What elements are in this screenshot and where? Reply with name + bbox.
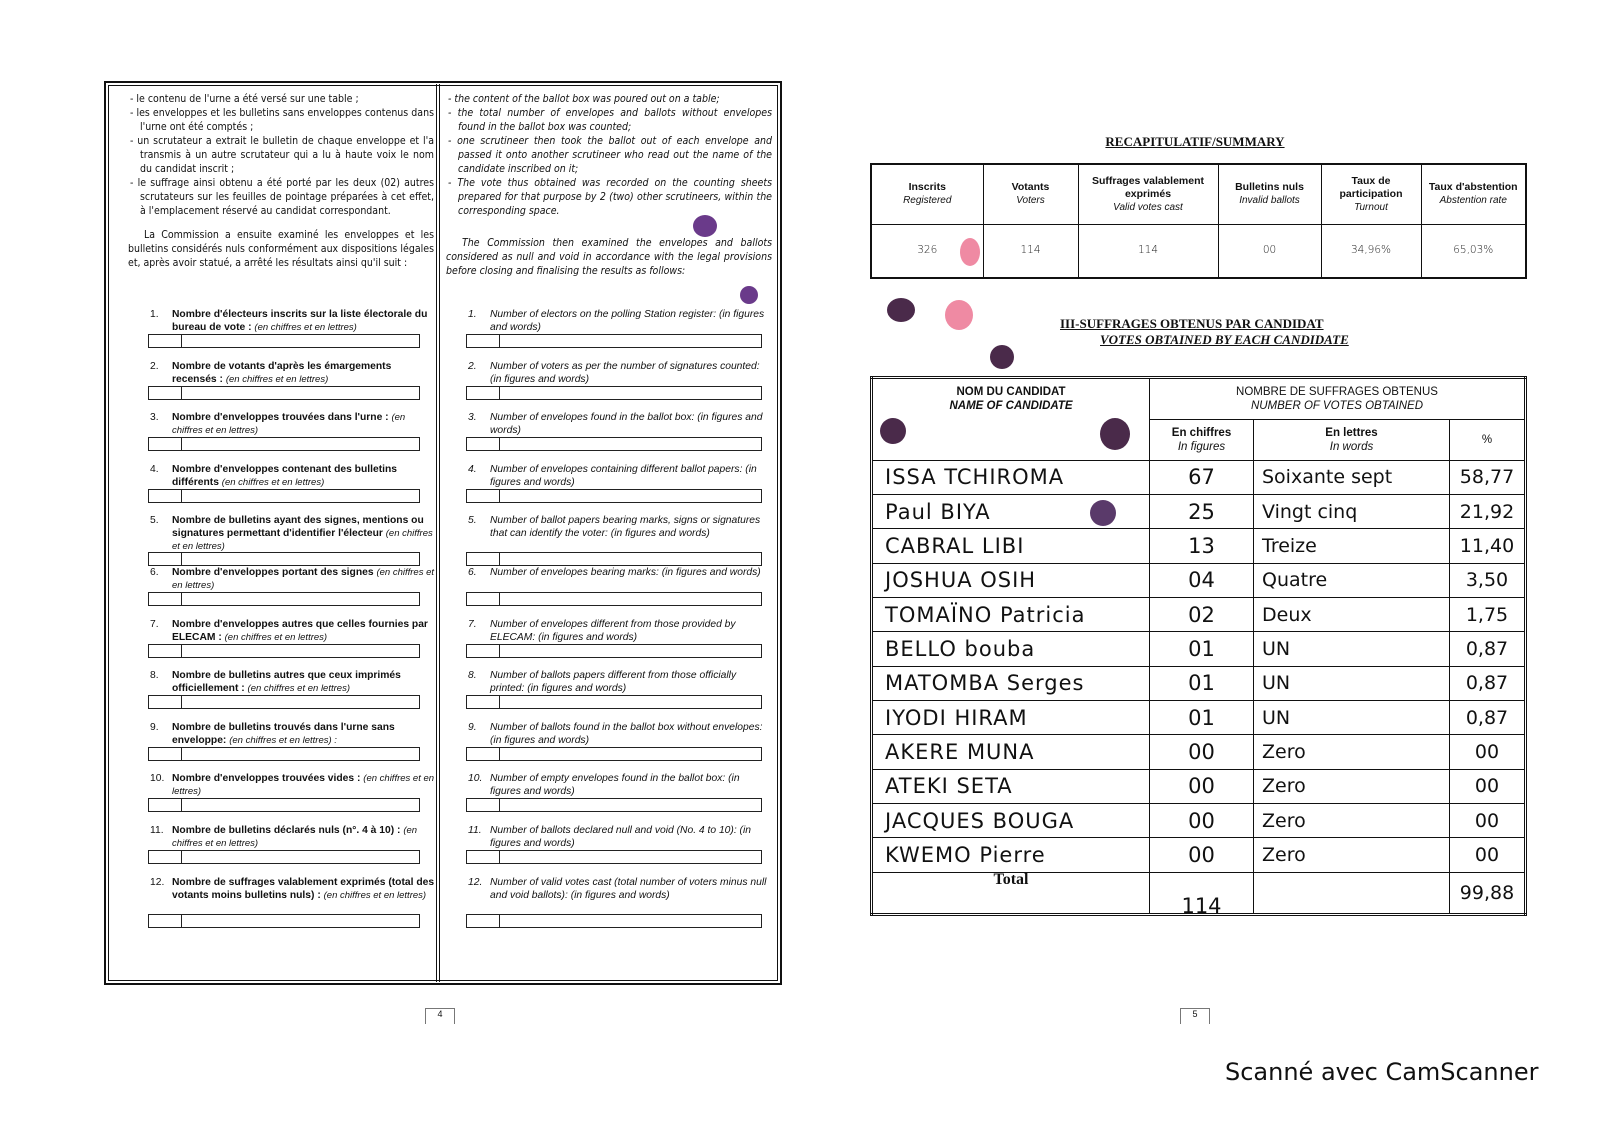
summary-header: Bulletins nuls Invalid ballots [1218, 164, 1321, 224]
en-form-item: 12. Number of valid votes cast (total number of voters minus null and void ballots): (in figures and words) [468, 876, 767, 901]
en-form-item: 9. Number of ballots found in the ballot box without envelopes: (in figures and words) [468, 721, 763, 746]
fr-answer-field[interactable] [148, 489, 420, 503]
candidate-name: IYODI HIRAM [872, 700, 1150, 734]
en-paragraph: The Commission then examined the envelopes and ballots considered as null and void in accordance with the legal provisions before closing and finalising the results as follows: [446, 237, 772, 277]
candidate-row [872, 495, 1526, 529]
fr-answer-field[interactable] [148, 644, 420, 658]
ink-stain [880, 418, 906, 444]
fr-form-item: 6. Nombre d'enveloppes portant des signes (en chiffres et en lettres) [150, 567, 435, 591]
fr-answer-field[interactable] [148, 747, 420, 761]
en-answer-field[interactable] [466, 334, 762, 348]
fr-paragraph: La Commission a ensuite examiné les enveloppes et les bulletins considérés nuls conformément aux dispositions légales et, après avoir statué, a arrêté les résultats ainsi qu'il suit : [128, 229, 434, 269]
candidate-pct: 3,50 [1450, 563, 1526, 597]
en-answer-field[interactable] [466, 592, 762, 606]
ink-stain [1100, 418, 1130, 450]
candidate-words: Soixante sept [1254, 460, 1450, 494]
fr-bullet: - le suffrage ainsi obtenu a été porté par les deux (02) autres scrutateurs sur les feuilles de pointage préparées à cet effet, à l'emplacement réservé au candidat correspondant. [130, 177, 434, 217]
summary-header: Votants Voters [983, 164, 1078, 224]
candidate-words: Zero [1254, 803, 1450, 837]
candidate-figures: 13 [1150, 529, 1254, 563]
candidate-row [872, 769, 1526, 803]
candidate-figures: 04 [1150, 563, 1254, 597]
figures-header: En chiffres In figures [1150, 420, 1254, 460]
en-form-item: 11. Number of ballots declared null and void (No. 4 to 10): (in figures and words) [468, 825, 751, 849]
pct-header: % [1450, 420, 1526, 460]
votes-header: NOMBRE DE SUFFRAGES OBTENUS NUMBER OF VOTES OBTAINED [1150, 378, 1526, 420]
candidate-name: BELLO bouba [872, 632, 1150, 666]
en-bullet: - one scrutineer then took the ballot out of each envelope and passed it onto another scrutineer who read out the name of the candidate inscribed on it; [448, 135, 772, 175]
candidate-row [872, 529, 1526, 563]
en-form-item: 6. Number of envelopes bearing marks: (in figures and words) [468, 567, 761, 578]
fr-answer-field[interactable] [148, 552, 420, 566]
column-divider [436, 84, 440, 982]
summary-header: Taux d'abstention Abstention rate [1421, 164, 1526, 224]
candidate-figures: 00 [1150, 735, 1254, 769]
en-answer-field[interactable] [466, 552, 762, 566]
candidate-words: Zero [1254, 735, 1450, 769]
fr-answer-field[interactable] [148, 386, 420, 400]
section-title-en: VOTES OBTAINED BY EACH CANDIDATE [1100, 332, 1349, 347]
candidate-words: UN [1254, 700, 1450, 734]
words-header: En lettres In words [1254, 420, 1450, 460]
candidate-pct: 00 [1450, 838, 1526, 872]
candidate-name: CABRAL LIBI [872, 529, 1150, 563]
fr-answer-field[interactable] [148, 437, 420, 451]
total-words [1254, 872, 1450, 914]
total-pct: 99,88 [1450, 872, 1526, 914]
candidate-pct: 00 [1450, 735, 1526, 769]
summary-header: Suffrages valablement exprimés Valid votes cast [1078, 164, 1218, 224]
en-bullet: - The vote thus obtained was recorded on the counting sheets prepared for that purpose by 2 (two) other scrutineers, within the corresponding space. [448, 177, 772, 217]
en-form-item: 4. Number of envelopes containing different ballot papers: (in figures and words) [468, 463, 757, 488]
candidate-words: Vingt cinq [1254, 495, 1450, 529]
fr-form-item: 7. Nombre d'enveloppes autres que celles fournies par ELECAM : (en chiffres et en lettres) [150, 618, 428, 643]
candidate-name: JOSHUA OSIH [872, 563, 1150, 597]
fr-form-item: 3. Nombre d'enveloppes trouvées dans l'urne : (en chiffres et en lettres) [150, 412, 406, 437]
candidate-words: Deux [1254, 598, 1450, 632]
registered-value: 326 [871, 224, 983, 278]
en-answer-field[interactable] [466, 747, 762, 761]
candidate-figures: 02 [1150, 598, 1254, 632]
en-form-item: 8. Number of ballots papers different from those officially printed: (in figures and words) [468, 670, 737, 695]
fr-form-item: 9. Nombre de bulletins trouvés dans l'urne sans enveloppe: (en chiffres et en lettres) : [150, 721, 395, 746]
ink-stain [990, 345, 1014, 369]
fr-bullet: - les enveloppes et les bulletins sans enveloppes contenus dans l'urne ont été comptés ; [130, 107, 434, 133]
candidate-pct: 0,87 [1450, 700, 1526, 734]
candidate-words: Zero [1254, 769, 1450, 803]
summary-header: Taux de participation Turnout [1321, 164, 1421, 224]
en-bullet: - the total number of envelopes and ballots without envelopes found in the ballot box was counted; [448, 107, 772, 133]
fr-answer-field[interactable] [148, 914, 420, 928]
candidate-pct: 00 [1450, 803, 1526, 837]
en-form-item: 10. Number of empty envelopes found in the ballot box: (in figures and words) [468, 773, 740, 798]
fr-bullet: - le contenu de l'urne a été versé sur une table ; [130, 93, 359, 105]
fr-answer-field[interactable] [148, 695, 420, 709]
page-number-left: 4 [425, 1008, 455, 1024]
candidate-pct: 11,40 [1450, 529, 1526, 563]
candidate-figures: 01 [1150, 666, 1254, 700]
en-form-item: 5. Number of ballot papers bearing marks, signs or signatures that can identify the voter: (in figures and words) [468, 515, 761, 540]
ink-stain [887, 298, 915, 322]
fr-answer-field[interactable] [148, 334, 420, 348]
en-answer-field[interactable] [466, 437, 762, 451]
fr-answer-field[interactable] [148, 850, 420, 864]
fr-form-item: 12. Nombre de suffrages valablement exprimés (total des votants moins bulletins nuls) : (en chiffres et en lettres) [150, 876, 435, 901]
candidate-figures: 67 [1150, 460, 1254, 494]
candidate-row [872, 803, 1526, 837]
fr-form-item: 2. Nombre de votants d'après les émargements recensés : (en chiffres et en lettres) [150, 360, 392, 385]
candidate-figures: 01 [1150, 700, 1254, 734]
candidate-row [872, 563, 1526, 597]
fr-form-item: 5. Nombre de bulletins ayant des signes, mentions ou signatures permettant d'identifier l'électeur (en chiffres et en lettres) [150, 515, 433, 553]
fr-form-item: 4. Nombre d'enveloppes contenant des bulletins différents (en chiffres et en lettres) [150, 463, 398, 488]
candidate-figures: 00 [1150, 803, 1254, 837]
valid-votes-value: 114 [1078, 224, 1218, 278]
fr-form-item: 11. Nombre de bulletins déclarés nuls (n°. 4 à 10) : (en chiffres et en lettres) [150, 825, 418, 849]
fr-answer-field[interactable] [148, 592, 420, 606]
en-form-item: 7. Number of envelopes different from those provided by ELECAM: (in figures and words) [468, 618, 736, 643]
candidate-row [872, 700, 1526, 734]
candidate-figures: 01 [1150, 632, 1254, 666]
candidate-name: AKERE MUNA [872, 735, 1150, 769]
candidate-words: UN [1254, 632, 1450, 666]
candidate-figures: 00 [1150, 769, 1254, 803]
abstention-value: 65,03% [1421, 224, 1526, 278]
en-answer-field[interactable] [466, 386, 762, 400]
name-header: NOM DU CANDIDAT NAME OF CANDIDATE [872, 378, 1150, 461]
fr-form-item: 8. Nombre de bulletins autres que ceux imprimés officiellement : (en chiffres et en lettres) [150, 670, 401, 695]
camscanner-watermark: Scanné avec CamScanner [1225, 1058, 1539, 1086]
en-answer-field[interactable] [466, 489, 762, 503]
ink-stain [960, 238, 980, 266]
candidate-results-table [870, 376, 1527, 916]
fr-form-item: 1. Nombre d'électeurs inscrits sur la liste électorale du bureau de vote : (en chiffres et en lettres) [150, 309, 428, 333]
candidate-figures: 00 [1150, 838, 1254, 872]
candidate-words: Treize [1254, 529, 1450, 563]
candidate-pct: 1,75 [1450, 598, 1526, 632]
candidate-name: ATEKI SETA [872, 769, 1150, 803]
page-number-right: 5 [1180, 1008, 1210, 1024]
ink-stain [1090, 500, 1116, 526]
candidate-name: MATOMBA Serges [872, 666, 1150, 700]
candidate-row [872, 838, 1526, 872]
total-label: Total [872, 872, 1150, 914]
ink-stain [740, 286, 758, 304]
candidate-pct: 21,92 [1450, 495, 1526, 529]
fr-form-item: 10. Nombre d'enveloppes trouvées vides : (en chiffres et en lettres) [150, 773, 435, 798]
candidate-name: KWEMO Pierre [872, 838, 1150, 872]
en-answer-field[interactable] [466, 914, 762, 928]
total-figures: 114 [1150, 872, 1254, 914]
candidate-pct: 00 [1450, 769, 1526, 803]
candidate-name: TOMAÏNO Patricia [872, 598, 1150, 632]
candidate-words: Quatre [1254, 563, 1450, 597]
candidate-name: Paul BIYA [872, 495, 1150, 529]
candidate-name: JACQUES BOUGA [872, 803, 1150, 837]
candidate-name: ISSA TCHIROMA [872, 460, 1150, 494]
en-form-item: 2. Number of voters as per the number of signatures counted: (in figures and words) [468, 360, 760, 385]
voters-value: 114 [983, 224, 1078, 278]
candidate-row [872, 598, 1526, 632]
en-answer-field[interactable] [466, 798, 762, 812]
en-answer-field[interactable] [466, 695, 762, 709]
turnout-value: 34,96% [1321, 224, 1421, 278]
summary-title: RECAPITULATIF/SUMMARY [1105, 134, 1285, 149]
en-form-item: 3. Number of envelopes found in the ballot box: (in figures and words) [468, 412, 763, 437]
candidate-pct: 0,87 [1450, 666, 1526, 700]
english-intro [446, 92, 772, 278]
fr-bullet: - un scrutateur a extrait le bulletin de chaque enveloppe et l'a transmis à un autre scrutateur qui a lu à haute voix le nom du candidat inscrit ; [130, 135, 434, 175]
candidate-row [872, 735, 1526, 769]
summary-header: Inscrits Registered [871, 164, 983, 224]
candidate-row [872, 666, 1526, 700]
candidate-pct: 58,77 [1450, 460, 1526, 494]
candidate-words: Zero [1254, 838, 1450, 872]
ink-stain [693, 215, 717, 237]
candidate-figures: 25 [1150, 495, 1254, 529]
french-intro [128, 92, 434, 270]
en-form-item: 1. Number of electors on the polling Station register: (in figures and words) [468, 309, 765, 333]
en-answer-field[interactable] [466, 644, 762, 658]
invalid-ballots-value: 00 [1218, 224, 1321, 278]
en-bullet: - the content of the ballot box was poured out on a table; [448, 93, 720, 105]
candidate-row [872, 460, 1526, 494]
en-answer-field[interactable] [466, 850, 762, 864]
fr-answer-field[interactable] [148, 798, 420, 812]
candidate-pct: 0,87 [1450, 632, 1526, 666]
section-title-fr: III-SUFFRAGES OBTENUS PAR CANDIDAT [1060, 316, 1324, 331]
ink-stain [945, 300, 973, 330]
candidate-row [872, 632, 1526, 666]
candidate-words: UN [1254, 666, 1450, 700]
